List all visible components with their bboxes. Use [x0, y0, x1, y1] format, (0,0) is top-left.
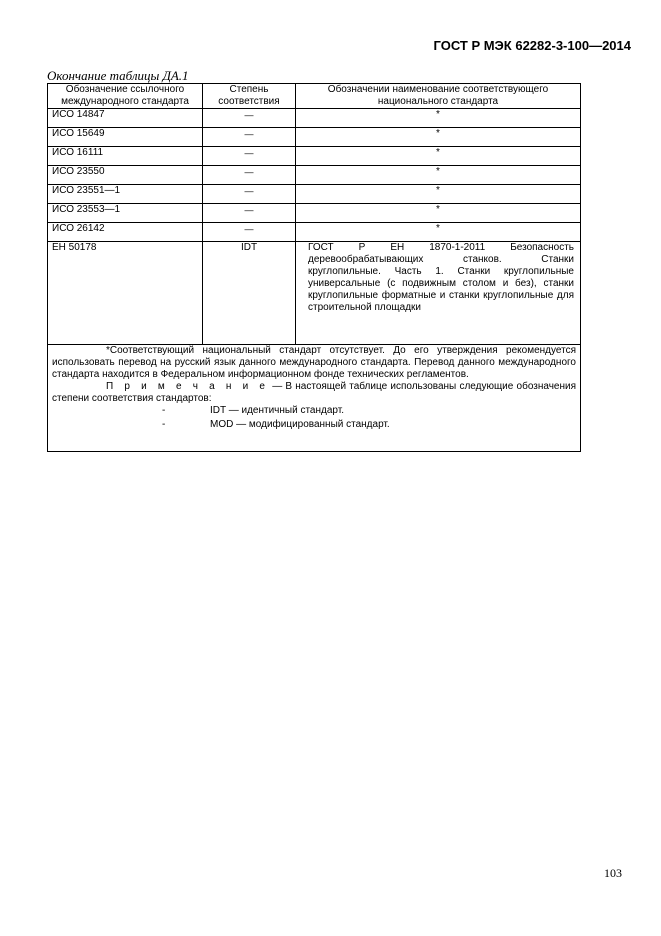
cell-code: ИСО 15649 — [48, 128, 203, 147]
cell-degree: — — [203, 166, 296, 185]
table-caption: Окончание таблицы ДА.1 — [47, 68, 189, 83]
cell-degree: IDT — [203, 242, 296, 345]
cell-name: * — [296, 223, 581, 242]
table-row — [48, 242, 581, 345]
cell-code: ЕН 50178 — [48, 242, 203, 345]
cell-code: ИСО 23550 — [48, 166, 203, 185]
notes-cell — [48, 345, 581, 452]
cell-degree: — — [203, 223, 296, 242]
table-row — [48, 204, 581, 223]
cell-degree: — — [203, 204, 296, 223]
cell-code: ИСО 16111 — [48, 147, 203, 166]
cell-degree: — — [203, 185, 296, 204]
cell-code: ИСО 23551—1 — [48, 185, 203, 204]
legend-text: MOD — модифицированный стандарт. — [210, 419, 390, 430]
correspondence-table — [47, 83, 581, 452]
legend-dash: - — [162, 405, 166, 416]
table-row — [48, 166, 581, 185]
table-row — [48, 223, 581, 242]
notes-row — [48, 345, 581, 452]
column-header-degree: Степень соответствия — [203, 84, 296, 109]
page-number: 103 — [604, 866, 622, 880]
note-paragraph — [52, 381, 576, 405]
legend-text: IDT — идентичный стандарт. — [210, 405, 344, 416]
legend-dash: - — [162, 419, 166, 430]
cell-code: ИСО 23553—1 — [48, 204, 203, 223]
cell-name: * — [296, 109, 581, 128]
legend-item — [52, 405, 576, 419]
cell-code: ИСО 26142 — [48, 223, 203, 242]
cell-degree: — — [203, 128, 296, 147]
footnote-text: *Соответствующий национальный стандарт отсутствует. До его утверждения рекомендуется использовать перевод на русский язык данного международного стандарта. Перевод данного международного стандарта находится в Федеральном информационном фонде технических регламентов. — [52, 345, 576, 380]
column-header-reference-standard: Обозначение ссылочного международного стандарта — [48, 84, 203, 109]
table-row — [48, 128, 581, 147]
cell-degree: — — [203, 109, 296, 128]
table-header-row — [48, 84, 581, 109]
cell-name: * — [296, 128, 581, 147]
cell-name: * — [296, 147, 581, 166]
cell-name: ГОСТ Р ЕН 1870-1-2011 Безопасность деревообрабатывающих станков. Станки круглопильные. Часть 1. Станки круглопильные универсальные (с подвижным столом и без), станки круглопильные форматные и станки круглопильные для строительной площадки — [296, 242, 581, 345]
cell-name: * — [296, 204, 581, 223]
document-header: ГОСТ Р МЭК 62282-3-100—2014 — [433, 38, 631, 53]
cell-degree: — — [203, 147, 296, 166]
note-label: П р и м е ч а н и е — [106, 381, 269, 392]
column-header-national-standard: Обозначении наименование соответствующего национального стандарта — [296, 84, 581, 109]
cell-name: * — [296, 185, 581, 204]
legend-item — [52, 419, 576, 433]
table-row — [48, 185, 581, 204]
cell-code: ИСО 14847 — [48, 109, 203, 128]
cell-name: * — [296, 166, 581, 185]
table-row — [48, 147, 581, 166]
note-text: — В настоящей таблице использованы следующие обозначения степени соответствия стандартов: — [52, 381, 577, 404]
table-row — [48, 109, 581, 128]
